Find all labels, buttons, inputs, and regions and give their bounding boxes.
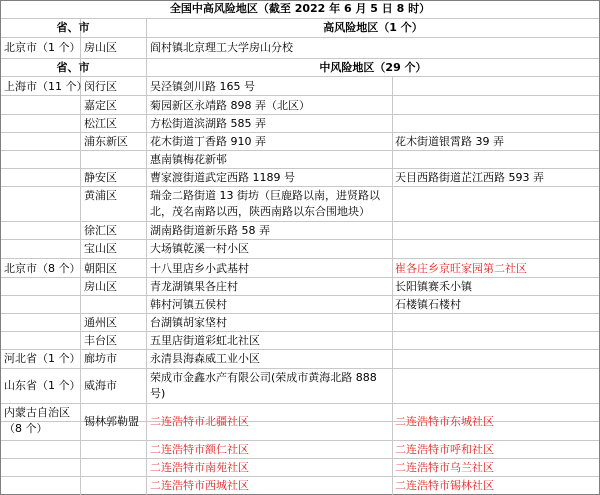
- area-highlight: 二连浩特市北疆社区: [150, 415, 249, 428]
- district: 锡林郭勒盟: [84, 415, 139, 428]
- district: 通州区: [84, 316, 117, 329]
- grid-line: [0, 221, 600, 222]
- grid-line: [0, 331, 600, 332]
- medium-header-province: 省、市: [56, 61, 90, 74]
- area: 韩村河镇五侯村: [150, 298, 227, 311]
- high-province-beijing: 北京市（1 个）: [4, 41, 81, 54]
- grid-line: [0, 239, 600, 240]
- grid-line: [0, 114, 600, 115]
- province-hebei: 河北省（1 个）: [4, 352, 81, 365]
- area: 天目西路街道芷江西路 593 弄: [395, 171, 544, 184]
- district: 黄浦区: [84, 189, 117, 202]
- province-shanghai: 上海市（11 个）: [4, 80, 88, 93]
- area-highlight: 崔各庄乡京旺家园第二社区: [395, 262, 527, 275]
- district: 闵行区: [84, 80, 117, 93]
- grid-line: [0, 458, 600, 459]
- district: 宝山区: [84, 242, 117, 255]
- area: 台湖镇胡家垡村: [150, 316, 227, 329]
- grid-line: [0, 132, 600, 133]
- grid-line: [146, 18, 147, 495]
- area-highlight: 二连浩特市东城社区: [395, 415, 494, 428]
- grid-line: [0, 37, 600, 38]
- province-beijing: 北京市（8 个）: [4, 262, 81, 275]
- area: 花木街道银霄路 39 弄: [395, 135, 504, 148]
- area: 十八里店乡小武基村: [150, 262, 249, 275]
- area-highlight: 二连浩特市南苑社区: [150, 461, 249, 474]
- area: 菊园新区永靖路 898 弄（北区）: [150, 99, 310, 112]
- grid-line: [0, 258, 600, 259]
- grid-line: [0, 403, 600, 404]
- grid-line: [0, 95, 600, 96]
- province-neimenggu: 内蒙古自治区: [4, 406, 70, 419]
- grid-line: [0, 368, 600, 369]
- high-district: 房山区: [84, 41, 117, 54]
- district: 房山区: [84, 280, 117, 293]
- page-title: 全国中高风险地区（截至 2022 年 6 月 5 日 8 时）: [169, 2, 431, 15]
- district: 徐汇区: [84, 224, 117, 237]
- area-line: 北，茂名南路以西，陕西南路以东合围地块）: [150, 205, 370, 218]
- district: 朝阳区: [84, 262, 117, 275]
- area-line: 号): [150, 387, 166, 400]
- grid-line: [0, 150, 600, 151]
- grid-line: [0, 0, 600, 1]
- grid-line: [392, 76, 393, 495]
- district: 嘉定区: [84, 99, 117, 112]
- district: 威海市: [84, 379, 117, 392]
- area-highlight: 二连浩特市锡林社区: [395, 479, 494, 492]
- area: 青龙湖镇果各庄村: [150, 280, 238, 293]
- area: 长阳镇赛禾小镇: [395, 280, 472, 293]
- district: 浦东新区: [84, 135, 128, 148]
- area-line: 瑞金二路街道 13 街坊（巨鹿路以南，进贤路以: [150, 189, 380, 202]
- grid-line: [0, 313, 600, 314]
- area: 石楼镇石楼村: [395, 298, 461, 311]
- medium-header-area: 中风险地区（29 个）: [319, 61, 427, 74]
- grid-line: [0, 58, 600, 59]
- area-line: 荣成市金鑫水产有限公司(荣成市黄海北路 888: [150, 371, 377, 384]
- district: 静安区: [84, 171, 117, 184]
- grid-line: [0, 186, 600, 187]
- district: 丰台区: [84, 334, 117, 347]
- grid-line: [0, 349, 600, 350]
- area-highlight: 二连浩特市乌兰社区: [395, 461, 494, 474]
- area: 吴泾镇剑川路 165 号: [150, 80, 255, 93]
- grid-line: [0, 18, 600, 19]
- grid-line: [0, 440, 600, 441]
- area-highlight: 二连浩特市额仁社区: [150, 443, 249, 456]
- area: 永清县海森威工业小区: [150, 352, 260, 365]
- grid-line: [0, 0, 1, 495]
- area: 曹家渡街道武定西路 1189 号: [150, 171, 295, 184]
- area: 湖南路街道新乐路 58 弄: [150, 224, 270, 237]
- area-highlight: 二连浩特市呼和社区: [395, 443, 494, 456]
- high-header-area: 高风险地区（1 个）: [323, 21, 423, 34]
- grid-line: [0, 277, 600, 278]
- area: 大场镇乾溪一村小区: [150, 242, 249, 255]
- area: 五里店街道彩虹北社区: [150, 334, 260, 347]
- grid-line: [0, 476, 600, 477]
- high-header-province: 省、市: [56, 21, 90, 34]
- area: 花木街道丁香路 910 弄: [150, 135, 266, 148]
- area-highlight: 二连浩特市西城社区: [150, 479, 249, 492]
- district: 松江区: [84, 117, 117, 130]
- province-neimenggu-count: （8 个）: [4, 422, 48, 435]
- province-shandong: 山东省（1 个）: [4, 379, 81, 392]
- grid-line: [0, 76, 600, 77]
- high-area: 阎村镇北京理工大学房山分校: [150, 41, 293, 54]
- grid-line: [0, 168, 600, 169]
- grid-line: [0, 295, 600, 296]
- district: 廊坊市: [84, 352, 117, 365]
- area: 方松街道滨湖路 585 弄: [150, 117, 266, 130]
- area: 惠南镇梅花新邨: [150, 153, 227, 166]
